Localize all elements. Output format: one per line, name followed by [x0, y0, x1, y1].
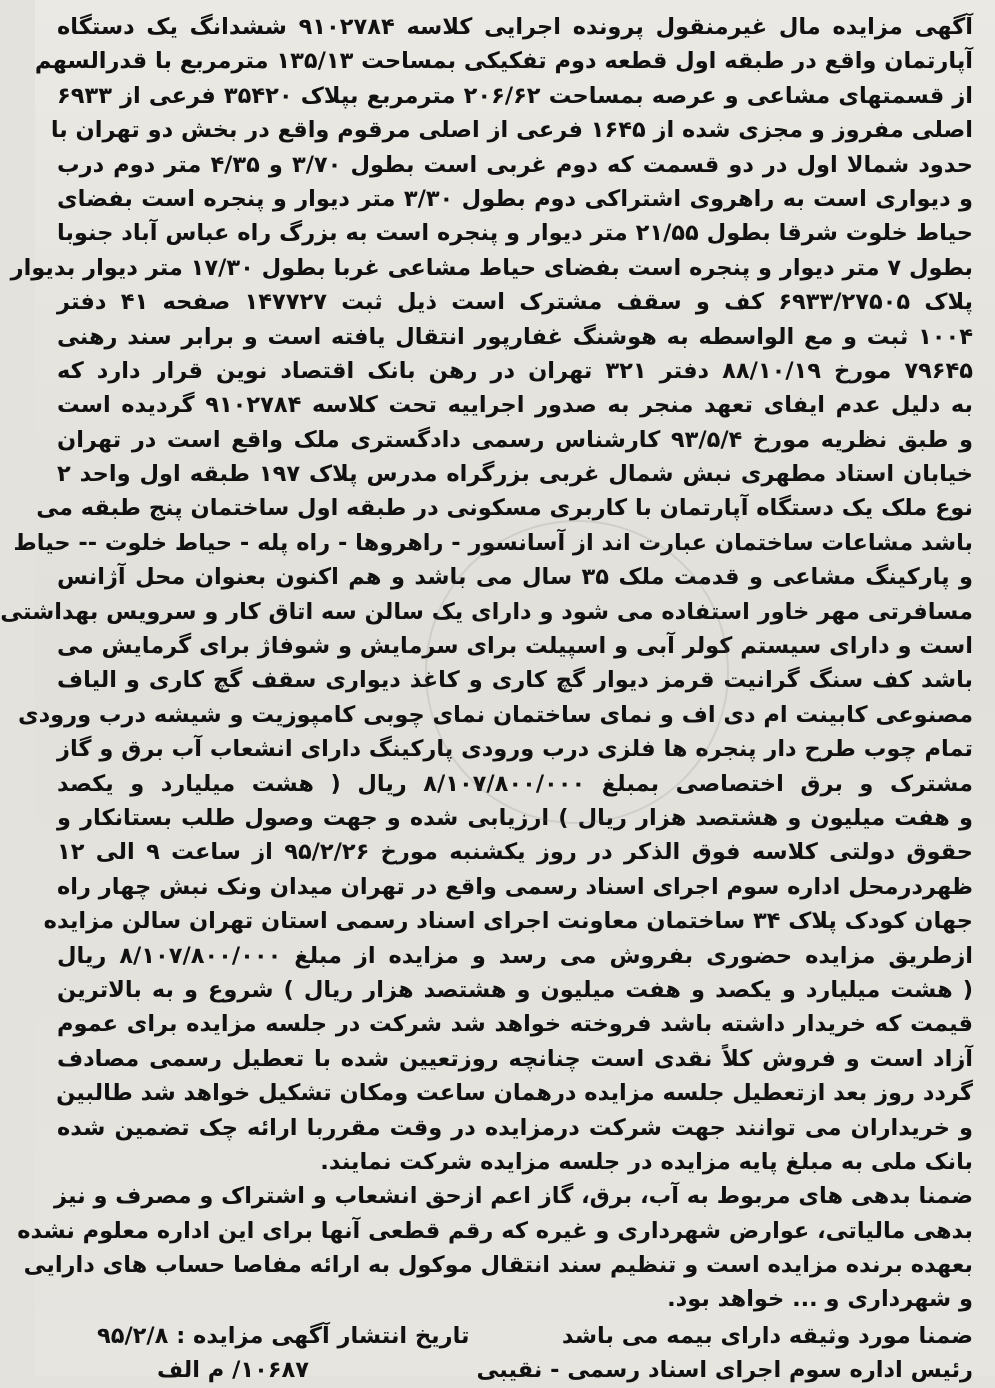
insurance-note: ضمنا مورد وثیقه دارای بیمه می باشد [561, 1322, 973, 1349]
reference-code: ۱۰۶۸۷/ م الف [157, 1357, 310, 1384]
notice-line: است و دارای سیستم کولر آبی و اسپیلت برای سرمایش و شوفاژ برای گرمایش می [57, 633, 973, 660]
notice-line: به دلیل عدم ایفای تعهد منجر به صدور اجراییه تحت کلاسه ۹۱۰۲۷۸۴ گردیده است [57, 392, 973, 419]
notice-line: نوع ملک یک دستگاه آپارتمان با کاربری مسکونی در طبقه اول ساختمان پنج طبقه می [36, 495, 973, 522]
notice-footer [57, 1319, 973, 1388]
notice-line: بعهده برنده مزایده است و تنظیم سند انتقال موکول به ارائه مفاصا حساب های دارایی [23, 1252, 973, 1279]
notice-line: و خریداران می توانند جهت شرکت درمزایده در وقت مقرربا ارائه چک تضمین شده [57, 1114, 973, 1141]
signature: رئیس اداره سوم اجرای اسناد رسمی - نقیبی [476, 1357, 973, 1384]
notice-line: آگهی مزایده مال غیرمنقول پرونده اجرایی کلاسه ۹۱۰۲۷۸۴ ششدانگ یک دستگاه [57, 14, 973, 40]
notice-line: پلاک ۶۹۳۳/۲۷۵۰۵ کف و سقف مشترک است ذیل ثبت ۱۴۷۷۲۷ صفحه ۴۱ دفتر [57, 289, 973, 316]
notice-line: قیمت که خریدار داشته باشد فروخته خواهد شد شرکت در جلسه مزایده برای عموم [57, 1011, 973, 1038]
notice-line: مصنوعی کابینت ام دی اف و نمای ساختمان نمای چوبی کامپوزیت و شیشه درب ورودی [17, 701, 973, 728]
notice-line: از قسمتهای مشاعی و عرصه بمساحت ۲۰۶/۶۲ مترمربع بپلاک ۳۵۴۲۰ فرعی از ۶۹۳۳ [57, 82, 973, 109]
notice-line: و طبق نظریه مورخ ۹۳/۵/۴ کارشناس رسمی دادگستری ملک واقع است در تهران [57, 426, 973, 453]
notice-line: و هفت میلیون و هشتصد هزار ریال ) ارزیابی شده و جهت وصول طلب بستانکار و [57, 804, 973, 831]
notice-line: و پارکینگ مشاعی و قدمت ملک ۳۵ سال می باشد و هم اکنون بعنوان محل آژانس [57, 564, 973, 591]
notice-line: ظهردرمحل اداره سوم اجرای اسناد رسمی واقع در تهران میدان ونک نبش چهار راه [57, 873, 973, 900]
notice-line: بانک ملی به مبلغ پایه مزایده در جلسه مزایده شرکت نمایند. [320, 1148, 973, 1175]
notice-line: مسافرتی مهر خاور استفاده می شود و دارای یک سالن سه اتاق کار و سرویس بهداشتی [0, 598, 973, 625]
notice-line: جهان کودک پلاک ۳۴ ساختمان معاونت اجرای اسناد رسمی استان تهران سالن مزایده [43, 908, 973, 935]
notice-line: حدود شمالا اول در دو قسمت که دوم غربی است بطول ۳/۷۰ و ۴/۳۵ متر دوم درب [57, 151, 973, 178]
notice-line: و دیواری است به راهروی اشتراکی دوم بطول ۳/۳۰ متر دیوار و پنجره است بفضای [57, 185, 973, 212]
notice-line: و شهرداری و ... خواهد بود. [667, 1286, 973, 1313]
footer-info-row [57, 1319, 973, 1353]
auction-notice-body [0, 10, 974, 1317]
notice-line: باشد کف سنگ گرانیت قرمز دیوار گچ کاری و کاغذ دیواری سقف گچ کاری و الیاف [57, 667, 973, 694]
notice-line: بدهی مالیاتی، عوارض شهرداری و غیره که رقم قطعی آنها برای این اداره معلوم نشده [17, 1217, 973, 1244]
notice-line: آپارتمان واقع در طبقه اول قطعه دوم تفکیکی بمساحت ۱۳۵/۱۳ مترمربع با قدرالسهم [34, 48, 973, 75]
footer-signature-row [57, 1353, 973, 1387]
notice-line: بطول ۷ متر دیوار و پنجره است بفضای حیاط مشاعی غربا بطول ۱۷/۳۰ متر دیوار بدیوار [10, 254, 973, 281]
notice-line: باشد مشاعات ساختمان عبارت اند از آسانسور - راهروها - راه پله - حیاط خلوت -- حیاط [13, 529, 973, 556]
publish-date: تاریخ انتشار آگهی مزایده : ۹۵/۲/۸ [97, 1322, 470, 1349]
notice-line: ازطریق مزایده حضوری بفروش می رسد و مزایده از مبلغ ۸/۱۰۷/۸۰۰/۰۰۰ ریال [57, 942, 973, 969]
notice-line: ضمنا بدهی های مربوط به آب، برق، گاز اعم ازحق انشعاب و اشتراک و مصرف و نیز [54, 1183, 973, 1210]
notice-line: حقوق دولتی کلاسه فوق الذکر در روز یکشنبه مورخ ۹۵/۲/۲۶ از ساعت ۹ الی ۱۲ [57, 839, 974, 866]
notice-line: ( هشت میلیارد و یکصد و هفت میلیون و هشتصد هزار ریال ) شروع و به بالاترین [57, 976, 973, 1003]
notice-line: خیابان استاد مطهری نبش شمال غربی بزرگراه مدرس پلاک ۱۹۷ طبقه اول واحد ۲ [57, 461, 973, 488]
notice-line: آزاد است و فروش کلاً نقدی است چنانچه روزتعیین شده با تعطیل رسمی مصادف [57, 1045, 973, 1072]
notice-line: گردد روز بعد ازتعطیل جلسه مزایده درهمان ساعت ومکان تشکیل خواهد شد طالبین [56, 1080, 973, 1107]
notice-line: اصلی مفروز و مجزی شده از ۱۶۴۵ فرعی از اصلی مرقوم واقع در بخش دو تهران با [50, 117, 973, 144]
notice-line: ۱۰۰۴ ثبت و مع الواسطه به هوشنگ غفارپور انتقال یافته است و برابر سند رهنی [57, 323, 973, 350]
notice-line: حیاط خلوت شرقا بطول ۲۱/۵۵ متر دیوار و پنجره است به بزرگ راه عباس آباد جنوبا [57, 220, 974, 247]
notice-line: مشترک و برق اختصاصی بمبلغ ۸/۱۰۷/۸۰۰/۰۰۰ ریال ( هشت میلیارد و یکصد [57, 770, 973, 797]
notice-line: ۷۹۶۴۵ مورخ ۸۸/۱۰/۱۹ دفتر ۳۲۱ تهران در رهن بانک اقتصاد نوین قرار دارد که [57, 357, 974, 384]
notice-line: تمام چوب طرح دار پنجره ها فلزی درب ورودی پارکینگ دارای انشعاب آب برق و گاز [57, 736, 973, 763]
